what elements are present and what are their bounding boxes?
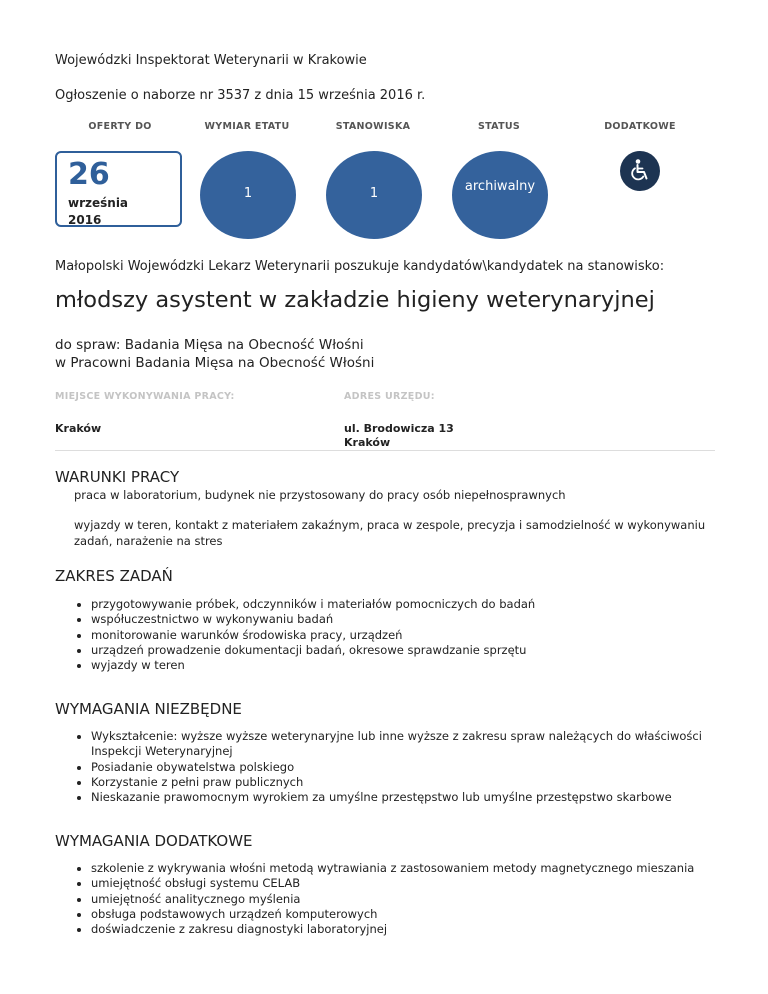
address-street: ul. Brodowicza 13 — [344, 422, 454, 435]
department-line: do spraw: Badania Mięsa na Obecność Włośni — [55, 337, 364, 353]
list-item: • doświadczenie z zakresu diagnostyki laboratoryjnej — [91, 922, 715, 937]
divider — [55, 450, 715, 451]
section-heading-dodatkowe: WYMAGANIA DODATKOWE — [55, 832, 253, 850]
list-item: • monitorowanie warunków środowiska pracy, urządzeń — [91, 628, 715, 643]
header-oferty-do: OFERTY DO — [88, 121, 152, 132]
address-city: Kraków — [344, 436, 391, 449]
dodatkowe-list — [55, 861, 715, 937]
section-heading-warunki: WARUNKI PRACY — [55, 468, 180, 486]
stats-header-row — [55, 121, 715, 135]
etat-value: 1 — [243, 186, 253, 201]
workplace-unit-line: w Pracowni Badania Mięsa na Obecność Włośni — [55, 355, 375, 371]
list-item: • Wykształcenie: wyższe wyższe weterynaryjne lub inne wyższe z zakresu spraw należących do właściwości Inspekcji Weterynaryjnej — [91, 729, 715, 760]
position-title: młodszy asystent w zakładzie higieny weterynaryjnej — [55, 287, 655, 313]
list-item: • współuczestnictwo w wykonywaniu badań — [91, 612, 715, 627]
deadline-date-box — [55, 151, 182, 227]
header-dodatkowe: DODATKOWE — [604, 121, 676, 132]
list-item: • obsługa podstawowych urządzeń komputerowych — [91, 907, 715, 922]
deadline-year: 2016 — [68, 213, 102, 227]
stanowiska-value: 1 — [369, 186, 379, 201]
deadline-month: września — [68, 196, 129, 210]
header-status: STATUS — [477, 121, 521, 132]
warunki-paragraph-1: praca w laboratorium, budynek nie przystosowany do pracy osób niepełnosprawnych — [74, 488, 566, 502]
header-stanowiska: STANOWISKA — [335, 121, 411, 132]
place-value: Kraków — [55, 422, 102, 435]
section-heading-zakres: ZAKRES ZADAŃ — [55, 567, 173, 585]
wheelchair-icon — [620, 151, 660, 191]
list-item: • wyjazdy w teren — [91, 658, 715, 673]
section-heading-niezbedne: WYMAGANIA NIEZBĘDNE — [55, 700, 242, 718]
status-circle — [452, 151, 548, 239]
intro-line: Małopolski Wojewódzki Lekarz Weterynarii poszukuje kandydatów\kandydatek na stanowisko: — [55, 259, 665, 274]
etat-circle — [200, 151, 296, 239]
list-item: • Korzystanie z pełni praw publicznych — [91, 775, 715, 790]
warunki-paragraph-2: wyjazdy w teren, kontakt z materiałem zakaźnym, praca w zespole, precyzja i samodzielność w wykonywaniu zadań, narażenie na stres — [74, 518, 706, 548]
address-label: ADRES URZĘDU: — [344, 391, 435, 402]
list-item: • urządzeń prowadzenie dokumentacji badań, okresowe sprawdzanie sprzętu — [91, 643, 715, 658]
place-label: MIEJSCE WYKONYWANIA PRACY: — [55, 391, 235, 402]
zakres-list — [55, 597, 715, 673]
organization-name: Wojewódzki Inspektorat Weterynarii w Krakowie — [55, 53, 367, 68]
status-value: archiwalny — [464, 179, 536, 194]
header-wymiar-etatu: WYMIAR ETATU — [204, 121, 290, 132]
list-item: • Nieskazanie prawomocnym wyrokiem za umyślne przestępstwo lub umyślne przestępstwo skarbowe — [91, 790, 715, 805]
announcement-line: Ogłoszenie o naborze nr 3537 z dnia 15 września 2016 r. — [55, 88, 426, 103]
list-item: • przygotowywanie próbek, odczynników i materiałów pomocniczych do badań — [91, 597, 715, 612]
niezbedne-list — [55, 729, 715, 805]
stanowiska-circle — [326, 151, 422, 239]
list-item: • umiejętność obsługi systemu CELAB — [91, 876, 715, 891]
deadline-day: 26 — [68, 157, 110, 192]
list-item: • umiejętność analitycznego myślenia — [91, 892, 715, 907]
list-item: • Posiadanie obywatelstwa polskiego — [91, 760, 715, 775]
list-item: • szkolenie z wykrywania włośni metodą wytrawiania z zastosowaniem metody magnetycznego mieszania — [91, 861, 715, 876]
